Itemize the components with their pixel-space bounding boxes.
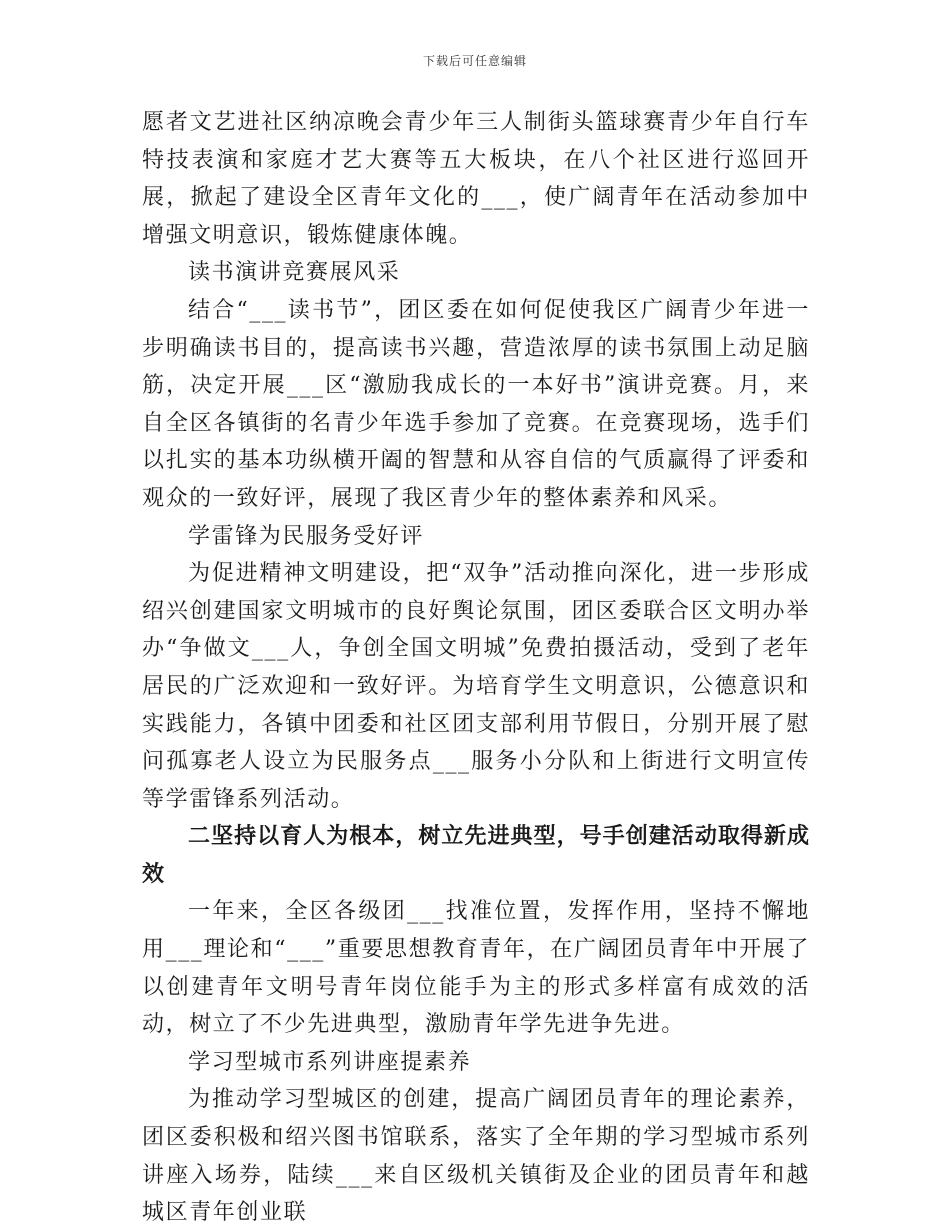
section-heading-lei-feng: 学雷锋为民服务受好评 xyxy=(188,523,425,549)
section-heading-lecture-series: 学习型城市系列讲座提素养 xyxy=(188,1049,472,1075)
paragraph-role-models: 一年来，全区各级团___找准位置，发挥作用，坚持不懈地用___理论和“___”重要思想教育青年，在广阔团员青年中开展了以创建青年文明号青年岗位能手为主的形式多样富有成效的活动，树立了不少先进典型，激励青年学先进争先进。 xyxy=(142,899,810,1038)
page-header: 下载后可任意编辑 xyxy=(422,54,527,68)
paragraph-lecture-series: 为推动学习型城区的创建，提高广阔团员青年的理论素养，团区委积极和绍兴图书馆联系，落实了全年期的学习型城市系列讲座入场券，陆续___来自区级机关镇街及企业的团员青年和越城区青年创业联 xyxy=(142,1087,810,1226)
paragraph-lei-feng: 为促进精神文明建设，把“双争”活动推向深化，进一步形成绍兴创建国家文明城市的良好舆论氛围，团区委联合区文明办举办“争做文___人，争创全国文明城”免费拍摄活动，受到了老年居民的广泛欢迎和一致好评。为培育学生文明意识，公德意识和实践能力，各镇中团委和社区团支部利用节假日，分别开展了慰问孤寡老人设立为民服务点___服务小分队和上街进行文明宣传等学雷锋系列活动。 xyxy=(142,561,810,812)
paragraph-reading-contest: 结合“___读书节”，团区委在如何促使我区广阔青少年进一步明确读书目的，提高读书兴趣，营造浓厚的读书氛围上动足脑筋，决定开展___区“激励我成长的一本好书”演讲竞赛。月，来自全区各镇街的名青少年选手参加了竞赛。在竞赛现场，选手们以扎实的基本功纵横开阖的智慧和从容自信的气质赢得了评委和观众的一致好评，展现了我区青少年的整体素养和风采。 xyxy=(142,297,810,511)
section-heading-bold-two: 二坚持以育人为根本，树立先进典型，号手创建活动取得新成效 xyxy=(142,823,810,887)
paragraph-continuation: 愿者文艺进社区纳凉晚会青少年三人制街头篮球赛青少年自行车特技表演和家庭才艺大赛等五大板块，在八个社区进行巡回开展，掀起了建设全区青年文化的___，使广阔青年在活动参加中增强文明意识，锻炼健康体魄。 xyxy=(142,110,810,248)
document-body xyxy=(142,104,810,1232)
section-heading-reading-contest: 读书演讲竞赛展风采 xyxy=(188,260,401,286)
